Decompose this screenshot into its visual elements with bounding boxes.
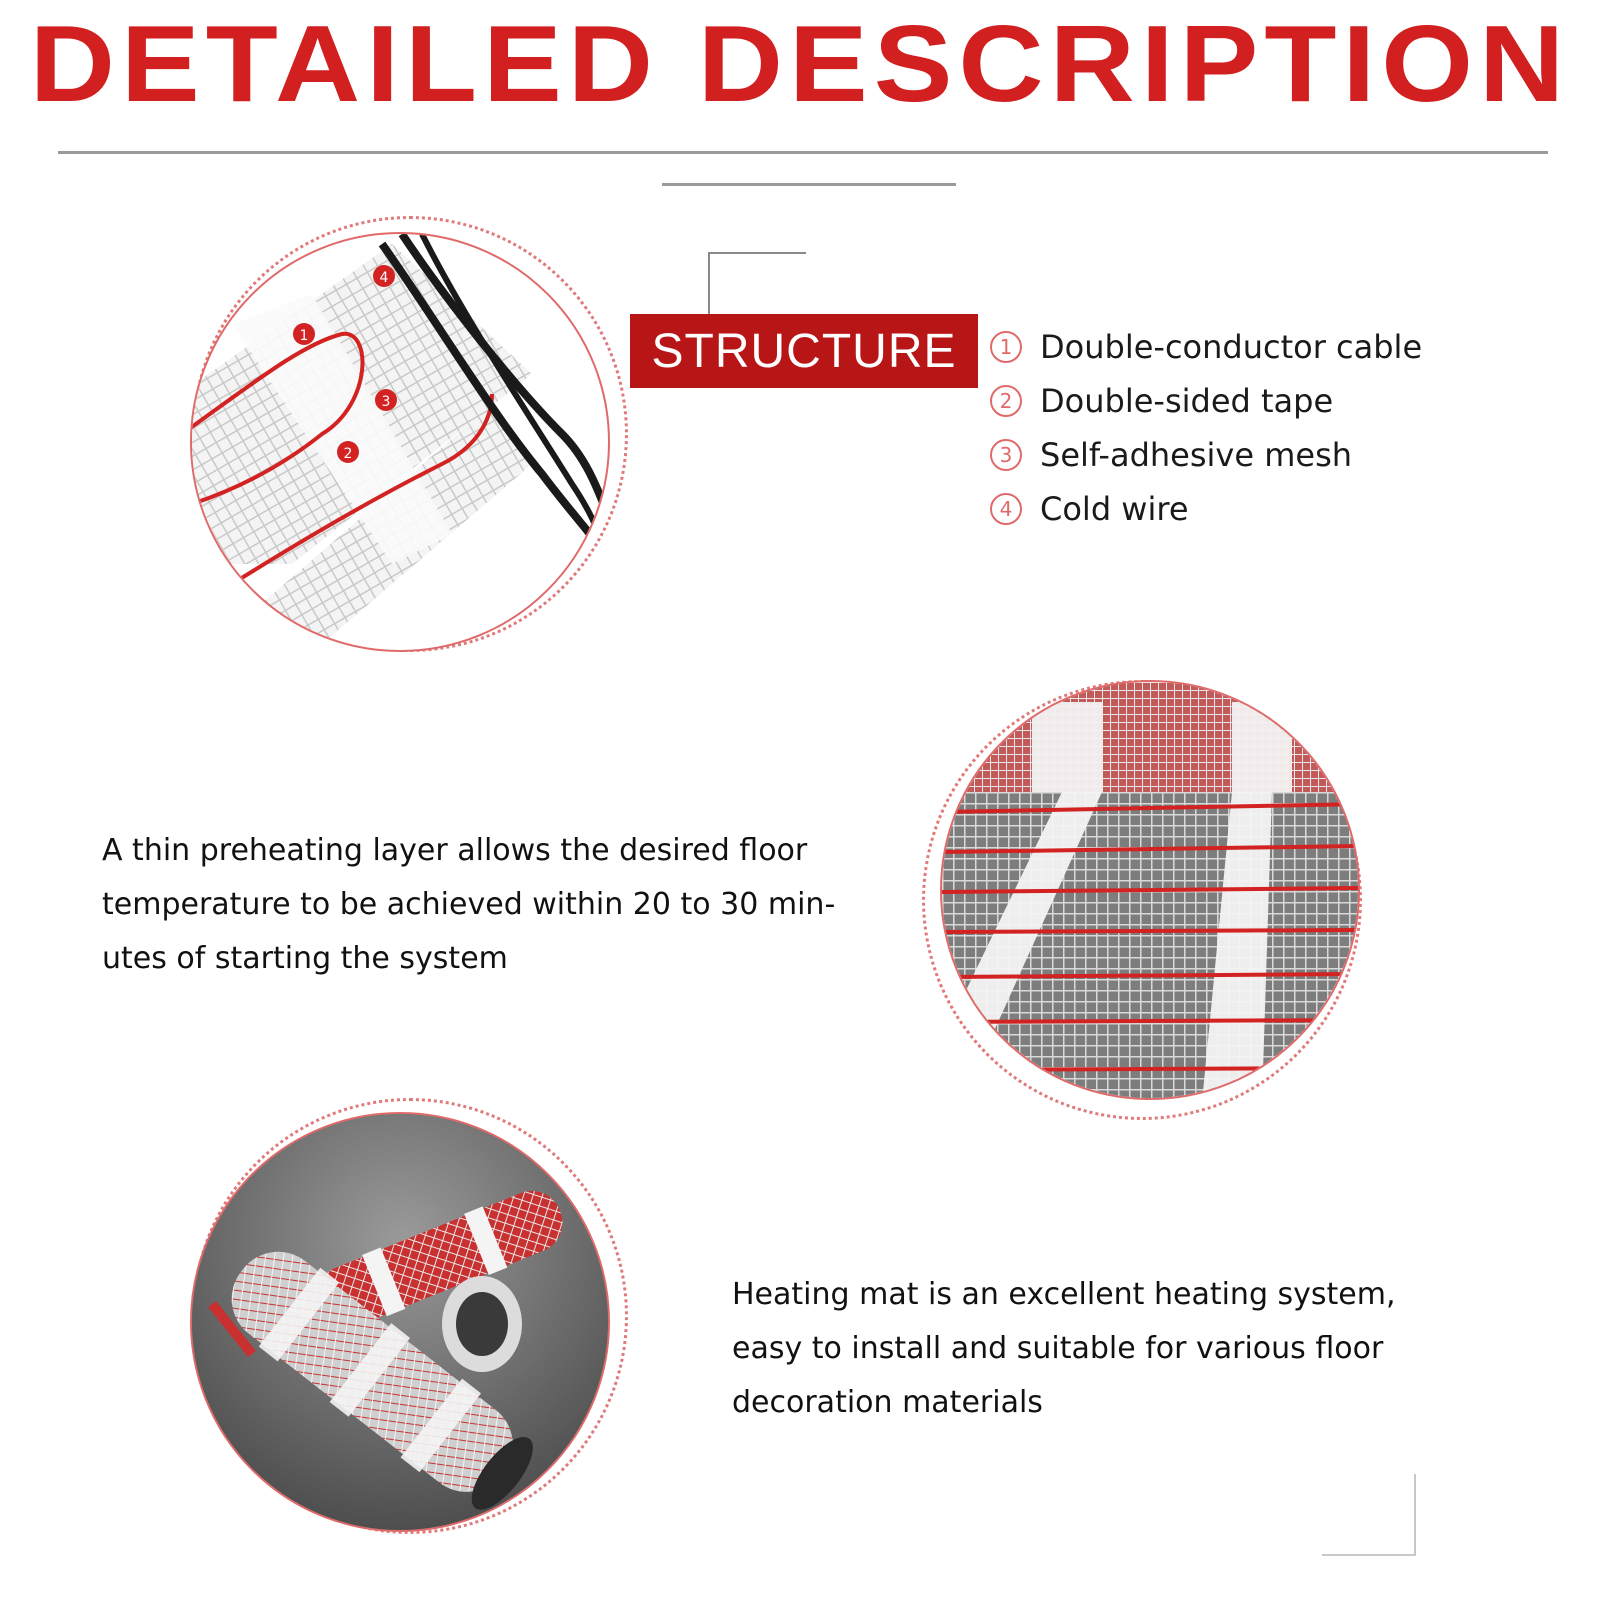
short-divider bbox=[662, 183, 956, 186]
number-4-icon: 4 bbox=[990, 493, 1022, 525]
description-line: A thin preheating layer allows the desired floor bbox=[102, 833, 808, 868]
heating-mat-floor-illustration bbox=[942, 682, 1360, 1100]
structure-badge: STRUCTURE bbox=[630, 314, 978, 388]
page-title: DETAILED DESCRIPTION bbox=[29, 3, 1571, 126]
svg-text:2: 2 bbox=[343, 446, 353, 462]
corner-bracket bbox=[1322, 1474, 1416, 1556]
legend-item bbox=[990, 320, 1570, 374]
number-3-icon: 3 bbox=[990, 439, 1022, 471]
structure-image bbox=[190, 232, 610, 652]
svg-text:1: 1 bbox=[299, 328, 309, 344]
top-divider bbox=[58, 151, 1548, 154]
legend-item bbox=[990, 482, 1570, 536]
floor-mat-image bbox=[940, 680, 1360, 1100]
legend-item bbox=[990, 374, 1570, 428]
description-line: decoration materials bbox=[732, 1385, 1043, 1420]
legend-label: Cold wire bbox=[1040, 490, 1189, 528]
number-2-icon: 2 bbox=[990, 385, 1022, 417]
description-line: temperature to be achieved within 20 to 30 min- bbox=[102, 887, 836, 922]
preheating-description bbox=[102, 824, 902, 986]
heating-mat-closeup-illustration bbox=[192, 234, 610, 652]
svg-text:4: 4 bbox=[379, 270, 389, 286]
description-line: Heating mat is an excellent heating system, bbox=[732, 1277, 1396, 1312]
legend-label: Double-sided tape bbox=[1040, 382, 1334, 420]
legend-label: Double-conductor cable bbox=[1040, 328, 1423, 366]
heating-mat-rolls-illustration bbox=[192, 1114, 610, 1532]
structure-legend bbox=[990, 320, 1570, 536]
svg-text:3: 3 bbox=[381, 394, 391, 410]
legend-item bbox=[990, 428, 1570, 482]
number-1-icon: 1 bbox=[990, 331, 1022, 363]
mat-rolls-image bbox=[190, 1112, 610, 1532]
description-line: easy to install and suitable for various floor bbox=[732, 1331, 1384, 1366]
connector-line bbox=[708, 252, 806, 316]
legend-label: Self-adhesive mesh bbox=[1040, 436, 1353, 474]
heating-mat-description bbox=[732, 1268, 1552, 1430]
description-line: utes of starting the system bbox=[102, 941, 508, 976]
